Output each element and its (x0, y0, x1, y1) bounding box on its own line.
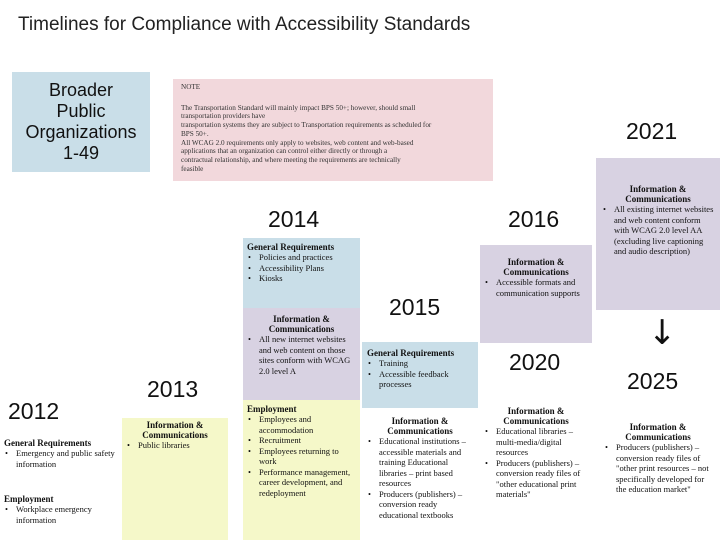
list-item: • Public libraries (135, 440, 224, 451)
year-2016: 2016 (508, 206, 560, 232)
list-item: • Educational institutions – accessible materials and training Educational libraries – print based resources (376, 436, 473, 489)
list-item: • All new internet websites and web content on those sites conform with WCAG 2.0 level A (256, 334, 356, 376)
c2025-info-list (604, 442, 712, 495)
year-2020: 2020 (509, 349, 561, 375)
year-2015: 2015 (389, 294, 441, 320)
list-item: • Producers (publishers) – conversion ready files of "other educational print materials" (493, 458, 588, 500)
c2021-info-heading: Information & Communications (625, 184, 691, 204)
list-item: • Policies and practices (256, 252, 356, 263)
list-item: • Producers (publishers) – conversion ready educational textbooks (376, 489, 473, 521)
list-item: • Kiosks (256, 273, 356, 284)
list-item: • Workplace emergency information (13, 504, 116, 525)
c2015-general-block (362, 342, 478, 408)
note-text: The Transportation Standard will mainly impact BPS 50+; however, should small transportation providers have transportation systems they are subject to Transportation requirements as scheduled for BPS 50+. All WCAG 2.0 requirements only apply to websites, web content and web-based applications that an organization can control either directly or through a contractual relationship, and where meeting the requirements are technically feasible (181, 103, 432, 173)
c2020-info-heading: Information & Communications (503, 406, 569, 426)
c2014-general-heading: General Requirements (247, 242, 335, 252)
note-label: NOTE (181, 83, 201, 91)
page-title: Timelines for Compliance with Accessibility Standards (18, 14, 471, 35)
c2012-general-heading: General Requirements (4, 438, 92, 448)
c2012-general-list (4, 448, 116, 469)
year-2013: 2013 (147, 376, 199, 402)
year-2025: 2025 (627, 368, 679, 394)
c2014-employment-heading: Employment (247, 404, 297, 414)
c2012-employment-block (4, 494, 116, 525)
c2021-block (596, 158, 720, 310)
list-item: • All existing internet websites and web content conform with WCAG 2.0 level AA (excluding live captioning and audio description) (611, 204, 714, 257)
c2013-info-heading: Information & Communications (142, 420, 208, 440)
list-item: • Educational libraries – multi-media/digital resources (493, 426, 588, 458)
c2025-block (596, 414, 720, 540)
c2015-general-list (367, 358, 473, 390)
list-item: • Producers (publishers) – conversion ready files of "other print resources – not specifically developed for the education market" (613, 442, 712, 495)
c2012-general-block (4, 438, 116, 469)
c2014-info-list (247, 334, 356, 376)
c2015-info-heading: Information & Communications (387, 416, 453, 436)
year-2012: 2012 (8, 398, 60, 424)
c2016-info-list (484, 277, 588, 298)
c2013-info-list (126, 440, 224, 451)
c2025-info-heading: Information & Communications (625, 422, 691, 442)
organization-label: Broader Public Organizations 1-49 (25, 80, 137, 163)
c2015-general-heading: General Requirements (367, 348, 455, 358)
year-2021: 2021 (626, 118, 678, 144)
organization-box (12, 72, 150, 172)
c2012-employment-heading: Employment (4, 494, 54, 504)
c2015-info-list (367, 436, 473, 520)
list-item: • Accessible feedback processes (376, 369, 473, 390)
c2014-info-heading: Information & Communications (268, 314, 335, 334)
list-item: • Performance management, career development, and redeployment (256, 467, 356, 499)
c2014-info-block (243, 308, 360, 400)
c2014-employment-list (247, 414, 356, 498)
list-item: • Training (376, 358, 473, 369)
list-item: • Accessibility Plans (256, 263, 356, 274)
list-item: • Emergency and public safety information (13, 448, 116, 469)
list-item: • Employees and accommodation (256, 414, 356, 435)
c2020-block (480, 404, 592, 540)
c2016-block (480, 245, 592, 343)
c2014-general-list (247, 252, 356, 284)
arrow-down-icon: ↓ (648, 313, 677, 353)
list-item: • Employees returning to work (256, 446, 356, 467)
c2015-info-block (362, 408, 478, 540)
c2014-general-block (243, 238, 360, 308)
note-box (173, 79, 493, 181)
year-2014: 2014 (268, 206, 320, 232)
c2020-info-list (484, 426, 588, 500)
list-item: • Accessible formats and communication supports (493, 277, 588, 298)
c2016-info-heading: Information & Communications (503, 257, 569, 277)
c2014-employment-block (243, 400, 360, 540)
c2021-info-list (602, 204, 714, 257)
c2012-employment-list (4, 504, 116, 525)
c2013-block (122, 418, 228, 540)
list-item: • Recruitment (256, 435, 356, 446)
